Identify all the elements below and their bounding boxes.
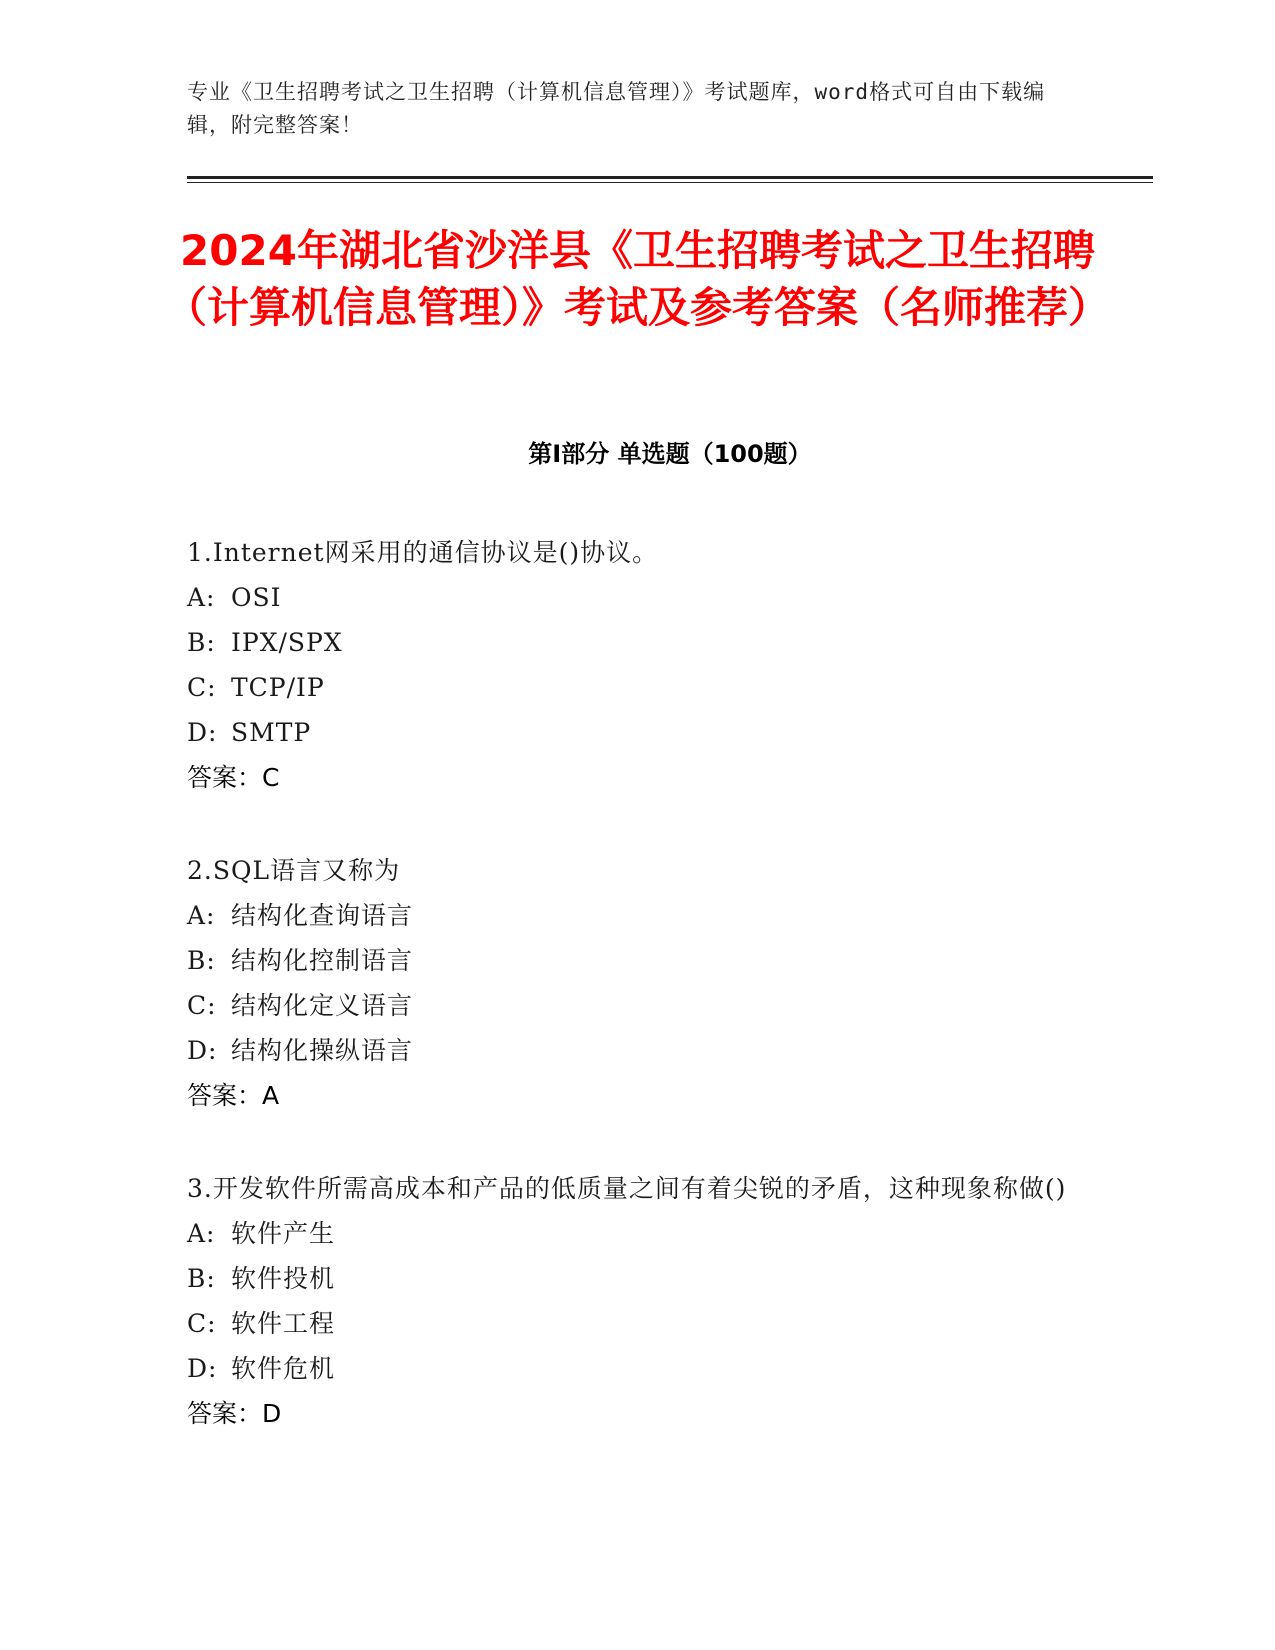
option-d [187,1346,1067,1391]
option-letter: A: [187,583,216,612]
question-2 [187,848,1067,1118]
option-text: 结构化操纵语言 [231,1036,414,1065]
option-text: TCP/IP [231,673,325,702]
option-text: OSI [231,583,282,612]
option-text: 软件投机 [231,1264,336,1293]
section-heading: 第I部分 单选题（100题） [528,440,812,468]
option-c [187,983,1067,1028]
option-c [187,1301,1067,1346]
option-letter: B: [187,1264,216,1293]
document-title: 2024年湖北省沙洋县《卫生招聘考试之卫生招聘（计算机信息管理）》考试及参考答案（名师推荐） [164,226,1110,332]
answer-line: 答案：A [187,1081,280,1110]
question-text: 2.SQL语言又称为 [187,856,401,885]
option-letter: D: [187,1036,218,1065]
option-text: IPX/SPX [231,628,343,657]
option-letter: C: [187,673,217,702]
answer-line: 答案：C [187,763,280,792]
option-text: 结构化控制语言 [231,946,414,975]
option-text: 结构化定义语言 [231,991,414,1020]
option-a [187,1211,1067,1256]
option-text: 软件工程 [231,1309,336,1338]
option-text: SMTP [231,718,312,747]
option-d [187,710,1067,755]
option-letter: C: [187,1309,217,1338]
answer-line: 答案：D [187,1399,282,1428]
question-text: 1.Internet网采用的通信协议是()协议。 [187,538,659,567]
header-divider-thin [187,182,1153,183]
option-b [187,1256,1067,1301]
option-c [187,665,1067,710]
option-a [187,575,1067,620]
option-letter: B: [187,946,216,975]
header-divider-thick [187,176,1153,179]
option-a [187,893,1067,938]
option-letter: C: [187,991,217,1020]
question-list [187,530,1067,1484]
question-text: 3.开发软件所需高成本和产品的低质量之间有着尖锐的矛盾，这种现象称做() [187,1174,1067,1203]
option-text: 软件危机 [231,1354,336,1383]
option-b [187,620,1067,665]
option-letter: B: [187,628,216,657]
option-text: 软件产生 [231,1219,336,1248]
option-letter: D: [187,1354,218,1383]
option-text: 结构化查询语言 [231,901,414,930]
option-d [187,1028,1067,1073]
option-letter: D: [187,718,218,747]
option-letter: A: [187,1219,216,1248]
question-1 [187,530,1067,800]
header-note: 专业《卫生招聘考试之卫生招聘（计算机信息管理）》考试题库，word格式可自由下载编辑，附完整答案！ [187,80,1046,137]
option-letter: A: [187,901,216,930]
question-3 [187,1166,1067,1436]
option-b [187,938,1067,983]
